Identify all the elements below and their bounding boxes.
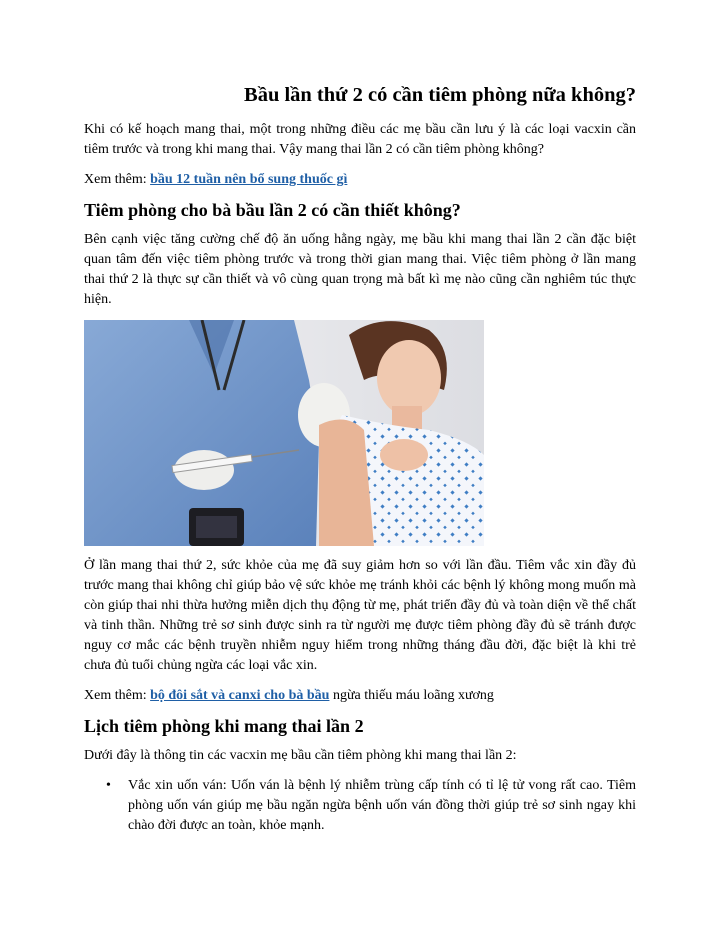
section1-paragraph2: Ở lần mang thai thứ 2, sức khỏe của mẹ đã suy giảm hơn so với lần đầu. Tiêm vắc xin đầy đủ trước mang thai không chỉ giúp bảo vệ sức khỏe mẹ tránh khỏi các bệnh lý không mong muốn mà còn giúp thai nhi thừa hưởng miễn dịch thụ động từ mẹ, phát triển đầy đủ và toàn diện về thể chất và tinh thần. Những trẻ sơ sinh được sinh ra từ người mẹ được tiêm phòng đầy đủ sẽ tránh được nguy cơ mắc các bệnh truyền nhiễm nguy hiểm trong những tháng đầu đời, đặc biệt là khi trẻ chưa đủ tuổi chủng ngừa các loại vắc xin. (84, 558, 636, 673)
page-title: Bầu lần thứ 2 có cần tiêm phòng nữa không? (244, 84, 636, 106)
see-also-2-suffix: ngừa thiếu máu loãng xương (329, 688, 494, 703)
see-also-1-link[interactable]: bầu 12 tuần nên bổ sung thuốc gì (150, 172, 348, 187)
see-also-1 (84, 170, 636, 190)
document-page (84, 82, 636, 836)
intro-paragraph: Khi có kế hoạch mang thai, một trong những điều các mẹ bầu cần lưu ý là các loại vacxin cần tiêm trước và trong khi mang thai. Vậy mang thai lần 2 có cần tiêm phòng không? (84, 122, 636, 157)
see-also-2 (84, 686, 636, 706)
see-also-2-prefix: Xem thêm: (84, 688, 151, 703)
section1-heading: Tiêm phòng cho bà bầu lần 2 có cần thiết không? (84, 200, 461, 220)
see-also-1-prefix: Xem thêm: (84, 172, 151, 187)
section2-heading: Lịch tiêm phòng khi mang thai lần 2 (84, 716, 364, 736)
vaccine-list (84, 776, 636, 836)
vaccination-photo (84, 320, 484, 546)
section1-paragraph1: Bên cạnh việc tăng cường chế độ ăn uống hằng ngày, mẹ bầu khi mang thai lần 2 cần đặc biệt quan tâm đến việc tiêm phòng trước và trong thời gian mang thai. Việc tiêm phòng ở lần mang thai thứ 2 là thực sự cần thiết và vô cùng quan trọng mà bất kì mẹ nào cũng cần nghiêm túc thực hiện. (84, 232, 636, 307)
section2-paragraph1: Dưới đây là thông tin các vacxin mẹ bầu cần tiêm phòng khi mang thai lần 2: (84, 748, 517, 763)
list-item: • Vắc xin uốn ván: Uốn ván là bệnh lý nhiễm trùng cấp tính có tỉ lệ tử vong rất cao. Tiêm phòng uốn ván giúp mẹ bầu ngăn ngừa bệnh uốn ván đồng thời giúp trẻ sơ sinh ngay khi chào đời được an toàn, khỏe mạnh. (128, 776, 636, 836)
see-also-2-link[interactable]: bộ đôi sắt và canxi cho bà bầu (150, 688, 330, 703)
